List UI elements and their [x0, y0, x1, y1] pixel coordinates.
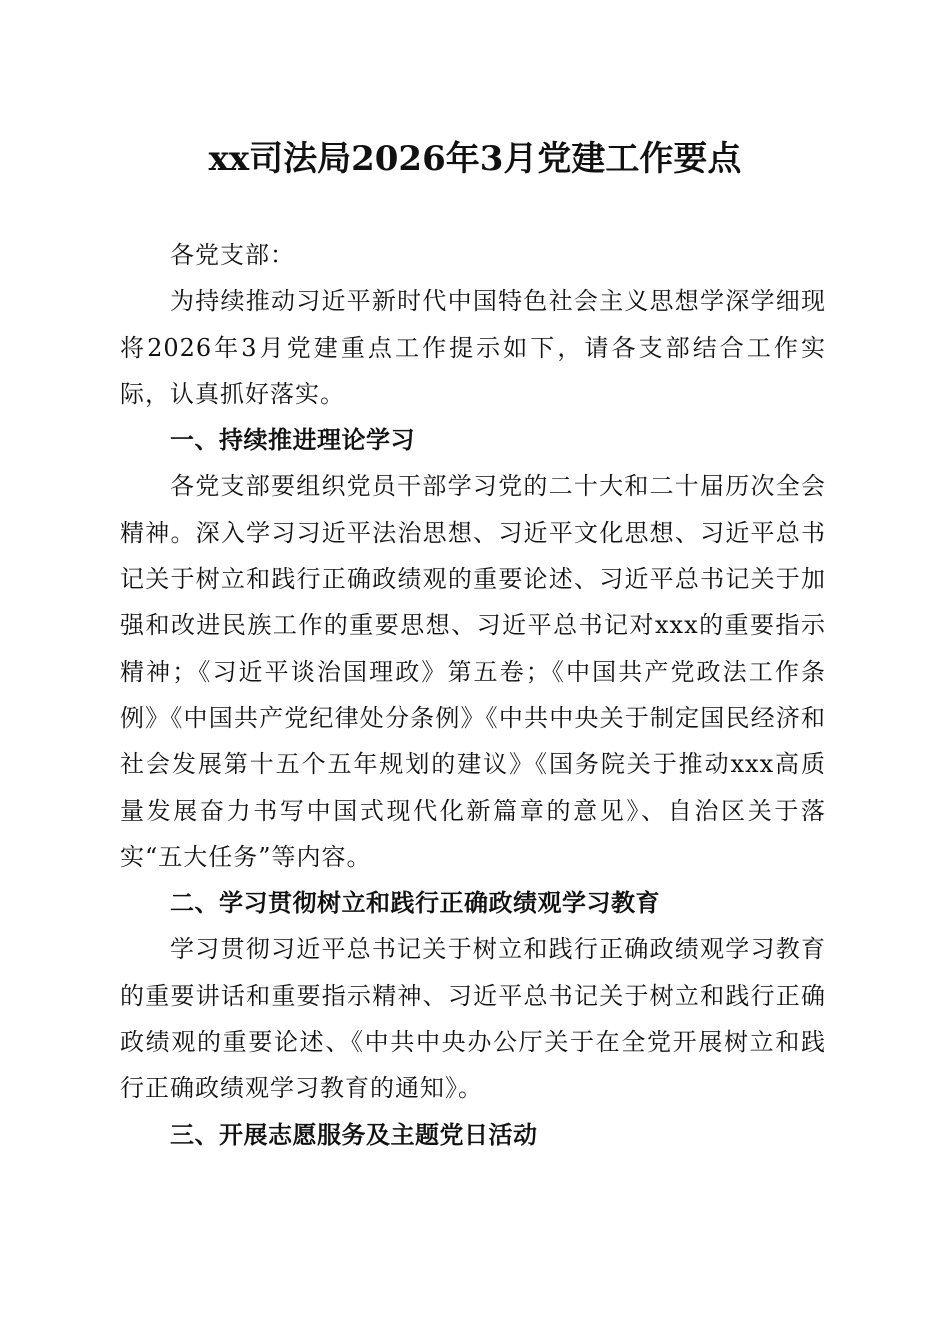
intro-paragraph: 为持续推动习近平新时代中国特色社会主义思想学深学细现将2026年3月党建重点工作提示如下，请各支部结合工作实际，认真抓好落实。 — [120, 287, 826, 408]
section-body-1: 各党支部要组织党员干部学习党的二十大和二十届历次全会精神。深入学习习近平法治思想、习近平文化思想、习近平总书记关于树立和践行正确政绩观的重要论述、习近平总书记关于加强和改进民族工作的重要思想、习近平总书记对xxx的重要指示精神；《习近平谈治国理政》第五卷；《中国共产党政法工作条例》《中国共产党纪律处分条例》《中共中央关于制定国民经济和社会发展第十五个五年规划的建议》《国务院关于推动xxx高质量发展奋力书写中国式现代化新篇章的意见》、自治区关于落实“五大任务”等内容。 — [120, 472, 826, 871]
section-heading-2: 二、学习贯彻树立和践行正确政绩观学习教育 — [170, 889, 660, 918]
salutation: 各党支部： — [170, 241, 295, 269]
document-body — [120, 232, 826, 1158]
section-heading-3: 三、开展志愿服务及主题党日活动 — [170, 1120, 538, 1149]
section-body-2: 学习贯彻习近平总书记关于树立和践行正确政绩观学习教育的重要讲话和重要指示精神、习近平总书记关于树立和践行正确政绩观的重要论述、《中共中央办公厅关于在全党开展树立和践行正确政绩观学习教育的通知》。 — [120, 935, 826, 1103]
document-title: xx司法局2026年3月党建工作要点 — [208, 139, 742, 179]
section-heading-1: 一、持续推进理论学习 — [170, 426, 415, 455]
